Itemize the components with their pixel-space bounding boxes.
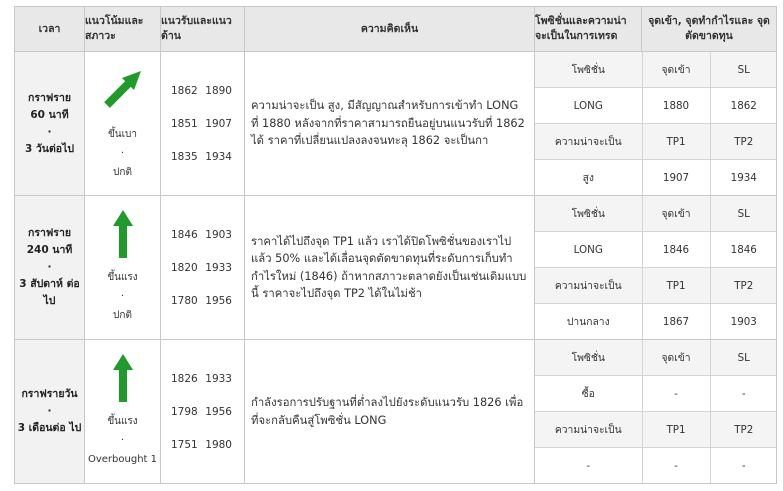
timeframe-cell [15,196,85,340]
tp2-label: TP2 [710,124,777,160]
header-comment: ความคิดเห็น [245,7,535,52]
position-subtable [535,196,777,339]
market-state: ปกติ [113,310,132,321]
sl-label: SL [710,340,777,376]
trend-separator: · [120,148,125,159]
support-level: 1851 [171,117,198,130]
arrow-up-right-icon [103,65,143,109]
entry-label: จุดเข้า [642,196,710,232]
support-level: 1780 [171,294,198,307]
position-subtable [535,340,777,483]
timeframe-label: กราฟรายวัน [21,388,78,400]
support-level: 1751 [171,438,198,451]
timeframe-separator: · [47,261,52,273]
timeframe-label: กราฟราย [27,227,71,239]
level-pair [171,140,232,173]
timeframe-horizon: 3 เดือนต่อ ไป [17,422,82,434]
tp1-value: 1867 [642,304,710,340]
sl-label: SL [710,52,777,88]
level-pair [171,251,232,284]
table-row [15,52,777,196]
sl-label: SL [710,196,777,232]
timeframe-label: กราฟราย [27,91,71,104]
header-row [15,7,777,52]
tp1-value: - [642,448,710,484]
position-cell [535,340,777,484]
resistance-level: 1933 [205,261,232,274]
position-cell [535,52,777,196]
position-value: LONG [535,88,642,124]
entry-value: 1880 [642,88,710,124]
resistance-level: 1907 [205,117,232,130]
resistance-level: 1933 [205,372,232,385]
header-levels: แนวรับและแนว ต้าน [161,7,245,52]
probability-label: ความน่าจะเป็น [535,124,642,160]
level-pair [171,284,232,317]
support-level: 1798 [171,405,198,418]
trend-cell [85,196,161,340]
tp2-value: 1934 [710,160,777,196]
levels-cell [161,196,245,340]
position-label: โพซิชั่น [535,196,642,232]
position-value: ซื้อ [535,376,642,412]
position-subtable [535,52,777,195]
tp2-label: TP2 [710,412,777,448]
header-time: เวลา [15,7,85,52]
probability-value: สูง [535,160,642,196]
tp1-label: TP1 [642,412,710,448]
market-state: Overbought 1 [87,454,157,465]
resistance-level: 1903 [205,228,232,241]
levels-cell [161,340,245,484]
timeframe-separator: · [47,125,52,138]
comment-cell: กำลังรอการปรับฐานที่ต่ำลงไปยังระดับแนวรับ 1826 เพื่อที่จะกลับคืนสู่โพซิชั่น LONG [245,340,535,484]
entry-value: - [642,376,710,412]
trend-cell [85,340,161,484]
resistance-level: 1890 [205,84,232,97]
position-label: โพซิชั่น [535,52,642,88]
comment-cell: ความน่าจะเป็น สูง, มีสัญญาณสำหรับการเข้าทำ LONG ที่ 1880 หลังจากที่ราคาสามารถยืนอยู่บนแนวรับที่ 1862 ได้ ราคาที่เปลี่ยนแปลงลงจนทะลุ 1862 จะเป็นกา [245,52,535,196]
tp1-label: TP1 [642,268,710,304]
timeframe-period: 60 นาที [30,108,69,121]
resistance-level: 1934 [205,150,232,163]
sl-value: 1862 [710,88,777,124]
support-level: 1820 [171,261,198,274]
timeframe-separator: · [47,405,52,417]
entry-label: จุดเข้า [642,52,710,88]
trend-cell [85,52,161,196]
resistance-level: 1956 [205,405,232,418]
sl-value: - [710,376,777,412]
table-row [15,340,777,484]
tp2-value: 1903 [710,304,777,340]
level-pair [171,428,232,461]
level-pair [171,218,232,251]
trend-direction: ขึ้นเบา [107,129,138,140]
support-level: 1846 [171,228,198,241]
resistance-level: 1956 [205,294,232,307]
level-pair [171,395,232,428]
level-pair [171,74,232,107]
position-value: LONG [535,232,642,268]
support-level: 1862 [171,84,198,97]
resistance-level: 1980 [205,438,232,451]
level-pair [171,107,232,140]
market-state: ปกติ [113,167,132,178]
arrow-up-icon [113,210,133,258]
timeframe-horizon: 3 วันต่อไป [24,142,75,155]
trend-separator: · [120,435,125,446]
level-pair [171,362,232,395]
sl-value: 1846 [710,232,777,268]
levels-cell [161,52,245,196]
probability-label: ความน่าจะเป็น [535,412,642,448]
probability-value: - [535,448,642,484]
probability-label: ความน่าจะเป็น [535,268,642,304]
header-position: โพซิชั่นและความน่า จะเป็นในการเทรด [535,7,642,52]
tp1-value: 1907 [642,160,710,196]
tp1-label: TP1 [642,124,710,160]
arrow-up-icon [113,354,133,402]
header-trend: แนวโน้มและ สภาวะ [85,7,161,52]
table-row [15,196,777,340]
trading-analysis-table [14,6,777,484]
position-label: โพซิชั่น [535,340,642,376]
trend-direction: ขึ้นแรง [107,416,138,427]
support-level: 1835 [171,150,198,163]
comment-cell: ราคาได้ไปถึงจุด TP1 แล้ว เราได้ปิดโพซิชั่นของเราไปแล้ว 50% และได้เลื่อนจุดตัดขาดทุนที่ระดับการเก็บทำกำไรใหม่ (1846) ถ้าหากสภาวะตลาดยังเป็นเช่นเดิมแบบนี้ ราคาจะไปถึงจุด TP2 ได้ในไม่ช้า [245,196,535,340]
timeframe-cell [15,340,85,484]
timeframe-period: 240 นาที [26,244,73,256]
trend-separator: · [120,291,125,302]
probability-value: ปานกลาง [535,304,642,340]
tp2-label: TP2 [710,268,777,304]
trend-direction: ขึ้นแรง [107,272,138,283]
support-level: 1826 [171,372,198,385]
entry-value: 1846 [642,232,710,268]
position-cell [535,196,777,340]
timeframe-horizon: 3 สัปดาห์ ต่อไป [19,278,80,307]
header-points: จุดเข้า, จุดทำกำไรและ จุดตัดขาดทุน [642,7,777,52]
tp2-value: - [710,448,777,484]
timeframe-cell [15,52,85,196]
entry-label: จุดเข้า [642,340,710,376]
